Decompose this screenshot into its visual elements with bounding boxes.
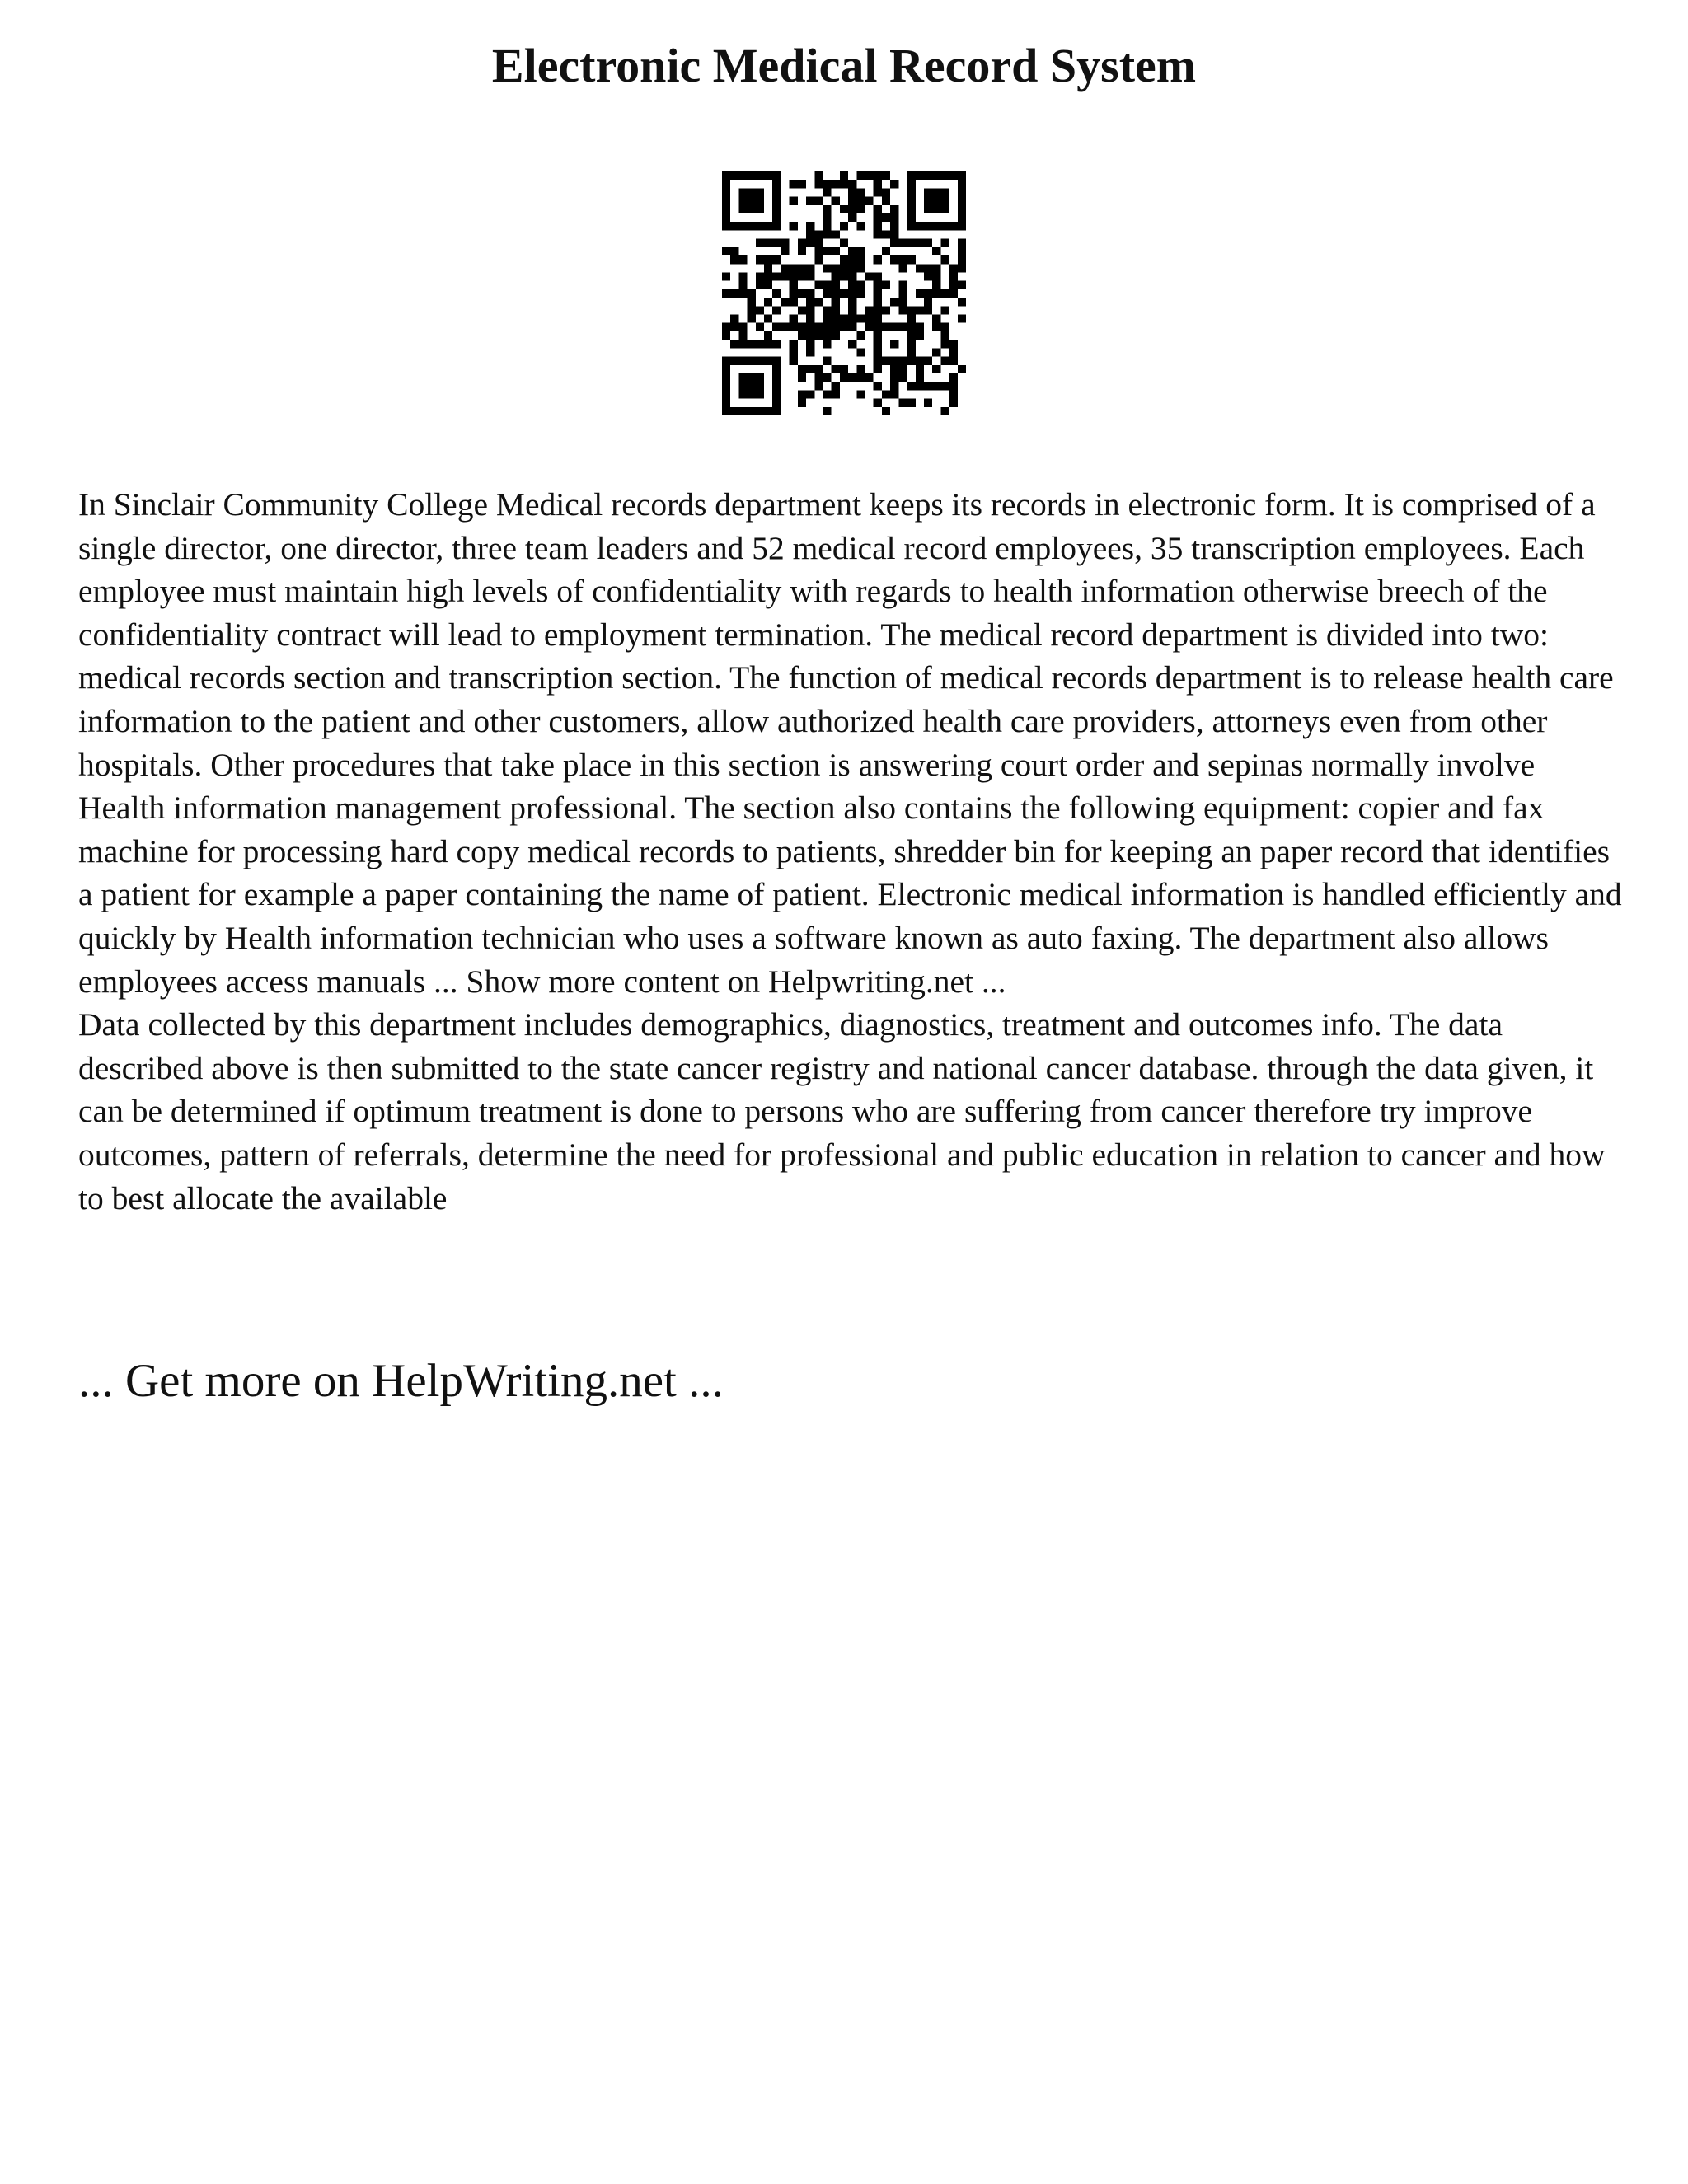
paragraph-1: In Sinclair Community College Medical records department keeps its records in electronic form. It is comprised of a single director, one director, three team leaders and 52 medical record employees, 35 transcription employees. Each employee must maintain high levels of confidentiality with regards to health information otherwise breech of the confidentiality contract will lead to employment termination. The medical record department is divided into two: medical records section and transcription section. The function of medical records department is to release health care information to the patient and other customers, allow authorized health care providers, attorneys even from other hospitals. Other procedures that take place in this section is answering court order and sepinas normally involve Health information management professional. The section also contains the following equipment: copier and fax machine for processing hard copy medical records to patients, shredder bin for keeping an paper record that identifies a patient for example a paper containing the name of patient. Electronic medical information is handled efficiently and quickly by Health information technician who uses a software known as auto faxing. The department also allows employees access manuals ... Show more content on Helpwriting.net ... [78, 486, 1622, 1000]
body-text [78, 483, 1628, 1220]
qr-code-icon [722, 171, 966, 415]
paragraph-2: Data collected by this department includes demographics, diagnostics, treatment and outcomes info. The data described above is then submitted to the state cancer registry and national cancer database. through the data given, it can be determined if optimum treatment is done to persons who are suffering from cancer therefore try improve outcomes, pattern of referrals, determine the need for professional and public education in relation to cancer and how to best allocate the available [78, 1006, 1606, 1216]
document-title: Electronic Medical Record System [491, 39, 1197, 92]
get-more-link[interactable]: ... Get more on HelpWriting.net ... [78, 1355, 724, 1407]
